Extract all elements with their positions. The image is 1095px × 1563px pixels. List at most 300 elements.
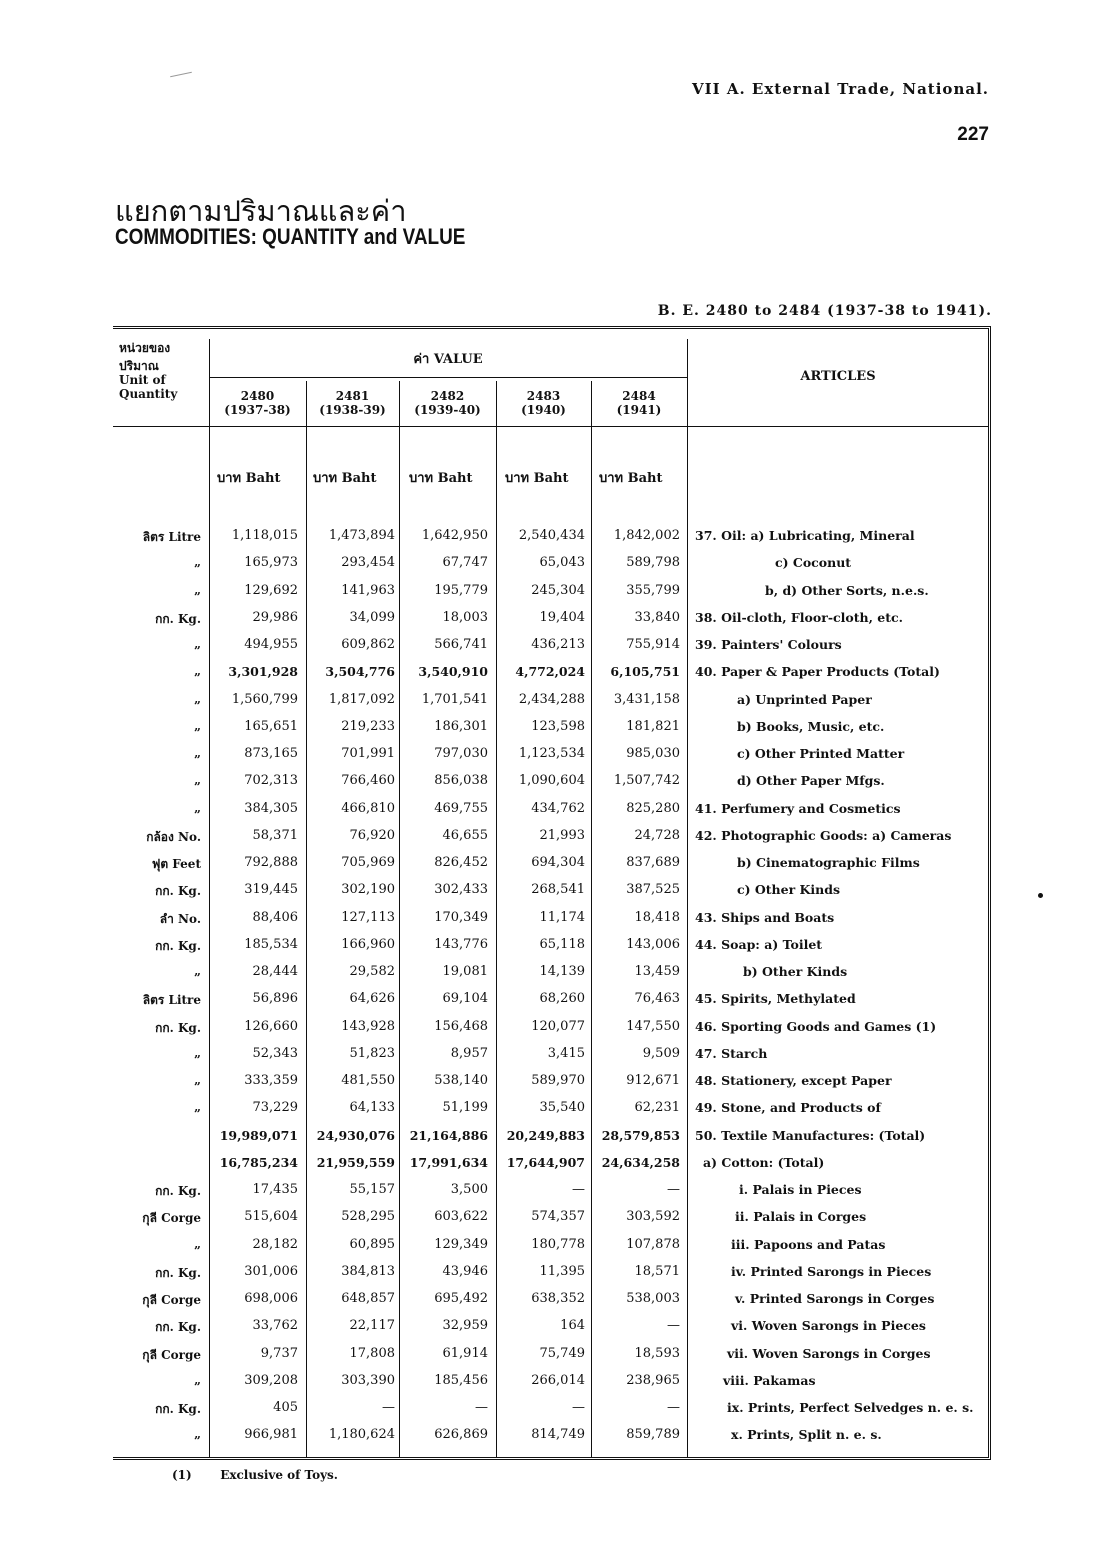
- value-cell: 9,737: [260, 1345, 298, 1361]
- value-cell: 814,749: [531, 1427, 585, 1443]
- stray-dot: [1038, 893, 1043, 898]
- article-cell: viii. Pakamas: [723, 1372, 816, 1388]
- table-row: [113, 1155, 991, 1182]
- unit-cell: „: [194, 664, 201, 679]
- unit-cell: „: [194, 773, 201, 788]
- value-cell: 11,174: [539, 909, 585, 925]
- value-cell: 303,390: [341, 1372, 395, 1388]
- unit-cell: กุลี Corge: [142, 1211, 201, 1226]
- unit-cell: „: [194, 718, 201, 733]
- value-cell: 64,626: [349, 991, 395, 1007]
- value-cell: 355,799: [626, 582, 680, 598]
- article-cell: vii. Woven Sarongs in Corges: [727, 1345, 931, 1361]
- table-row: [113, 855, 991, 882]
- value-cell: 21,959,559: [316, 1154, 395, 1170]
- unit-cell: กก. Kg.: [155, 1265, 201, 1280]
- value-cell: 494,955: [244, 637, 298, 652]
- unit-cell: กก. Kg.: [155, 1020, 201, 1035]
- article-cell: b, d) Other Sorts, n.e.s.: [765, 582, 929, 598]
- value-cell: 24,930,076: [316, 1127, 395, 1143]
- article-cell: b) Other Kinds: [743, 964, 848, 979]
- unit-header-en-2: Quantity: [119, 387, 178, 401]
- unit-cell: กก. Kg.: [155, 1184, 201, 1198]
- value-cell: 319,445: [244, 882, 298, 898]
- article-cell: 45. Spirits, Methylated: [695, 991, 856, 1007]
- value-cell: 755,914: [626, 637, 680, 652]
- table-row: [113, 1046, 991, 1073]
- article-cell: ix. Prints, Perfect Selvedges n. e. s.: [727, 1400, 974, 1415]
- value-cell: 24,728: [634, 827, 680, 843]
- year-header-2483: [496, 389, 591, 417]
- value-cell: 1,473,894: [328, 528, 395, 543]
- value-cell: 1,842,002: [613, 528, 680, 543]
- value-cell: 859,789: [626, 1427, 680, 1443]
- value-cell: 219,233: [341, 718, 395, 734]
- value-cell: 143,776: [434, 936, 488, 952]
- article-cell: v. Printed Sarongs in Corges: [735, 1291, 935, 1306]
- value-cell: 469,755: [434, 800, 488, 816]
- value-cell: 266,014: [531, 1372, 585, 1388]
- year-be: 2484: [622, 389, 656, 403]
- value-cell: 589,798: [626, 555, 680, 571]
- value-cell: 21,993: [539, 827, 585, 843]
- value-cell: 129,349: [434, 1236, 488, 1252]
- table-row: [113, 1073, 991, 1100]
- table-row: [113, 1373, 991, 1400]
- value-cell: 29,986: [252, 609, 298, 625]
- value-cell: 387,525: [626, 882, 680, 898]
- value-cell: 2,434,288: [518, 691, 585, 707]
- currency-label-2481: บาท Baht: [313, 471, 377, 486]
- table-row: [113, 583, 991, 610]
- currency-label-2483: บาท Baht: [505, 471, 569, 486]
- value-cell: 56,896: [252, 991, 298, 1007]
- value-cell: 293,454: [341, 555, 395, 571]
- value-cell: 1,090,604: [518, 773, 585, 789]
- article-cell: 38. Oil-cloth, Floor-cloth, etc.: [695, 609, 903, 625]
- unit-header-thai-1: หน่วยของ: [119, 341, 171, 355]
- value-cell: 32,959: [442, 1318, 488, 1334]
- value-cell: —: [667, 1400, 680, 1415]
- unit-cell: กก. Kg.: [155, 611, 201, 626]
- value-cell: 574,357: [531, 1209, 585, 1225]
- value-cell: 826,452: [434, 855, 488, 870]
- value-cell: 3,540,910: [418, 664, 488, 680]
- value-cell: 43,946: [442, 1263, 488, 1279]
- article-cell: vi. Woven Sarongs in Pieces: [731, 1318, 926, 1334]
- value-cell: 76,920: [349, 827, 395, 843]
- table-row: [113, 1291, 991, 1318]
- value-cell: 1,817,092: [328, 691, 395, 707]
- value-cell: 405: [273, 1400, 298, 1415]
- value-cell: 19,989,071: [219, 1127, 298, 1143]
- page-title: COMMODITIES: QUANTITY and VALUE: [115, 224, 466, 249]
- article-cell: ii. Palais in Corges: [735, 1209, 867, 1225]
- table-row: [113, 1318, 991, 1345]
- year-header-2481: [306, 389, 399, 417]
- value-cell: 20,249,883: [506, 1127, 585, 1143]
- table-row: [113, 828, 991, 855]
- value-cell: 4,772,024: [515, 664, 585, 680]
- unit-header-thai-2: ปริมาณ: [119, 359, 159, 373]
- commodities-table: [113, 326, 991, 1460]
- value-cell: 52,343: [252, 1045, 298, 1061]
- year-ad: (1939-40): [414, 403, 481, 417]
- value-cell: 3,415: [547, 1045, 585, 1061]
- value-cell: 28,579,853: [601, 1127, 680, 1143]
- value-cell: 1,123,534: [518, 746, 585, 761]
- value-cell: 8,957: [450, 1045, 488, 1061]
- value-cell: —: [382, 1400, 395, 1415]
- article-cell: c) Other Kinds: [737, 882, 840, 898]
- value-cell: 170,349: [434, 909, 488, 925]
- year-header-2480: [209, 389, 306, 417]
- currency-label-2484: บาท Baht: [599, 471, 663, 486]
- value-cell: 856,038: [434, 773, 488, 789]
- value-cell: 11,395: [539, 1263, 585, 1279]
- value-cell: 123,598: [531, 718, 585, 734]
- article-cell: 47. Starch: [695, 1045, 768, 1061]
- value-cell: 18,593: [634, 1345, 680, 1361]
- value-cell: 28,182: [252, 1236, 298, 1252]
- value-cell: 705,969: [341, 855, 395, 870]
- value-cell: —: [667, 1182, 680, 1197]
- value-cell: 2,540,434: [518, 528, 585, 543]
- currency-label-2480: บาท Baht: [217, 471, 281, 486]
- value-cell: 51,823: [349, 1045, 395, 1061]
- unit-cell: ฟุต Feet: [151, 857, 201, 871]
- value-cell: 3,504,776: [325, 664, 395, 680]
- article-cell: 46. Sporting Goods and Games (1): [695, 1018, 937, 1034]
- table-row: [113, 1400, 991, 1427]
- value-cell: 16,785,234: [219, 1154, 298, 1170]
- table-row: [113, 1019, 991, 1046]
- value-cell: —: [572, 1182, 585, 1197]
- value-cell: 60,895: [349, 1236, 395, 1252]
- year-ad: (1941): [616, 403, 662, 417]
- unit-cell: „: [194, 637, 201, 651]
- value-cell: 147,550: [626, 1018, 680, 1034]
- value-cell: 566,741: [434, 637, 488, 652]
- value-cell: 164: [560, 1318, 585, 1334]
- value-cell: 3,301,928: [228, 664, 298, 680]
- year-header-2484: [591, 389, 687, 417]
- unit-cell: „: [194, 582, 201, 597]
- value-cell: 126,660: [244, 1018, 298, 1034]
- value-cell: 626,869: [434, 1427, 488, 1443]
- value-cell: 6,105,751: [610, 664, 680, 680]
- value-cell: 301,006: [244, 1263, 298, 1279]
- value-cell: 29,582: [349, 964, 395, 979]
- value-cell: 384,305: [244, 800, 298, 816]
- page-number: 227: [957, 124, 989, 145]
- value-cell: 185,534: [244, 936, 298, 952]
- article-cell: 43. Ships and Boats: [695, 909, 835, 925]
- value-cell: 166,960: [341, 936, 395, 952]
- unit-cell: กก. Kg.: [155, 1320, 201, 1335]
- unit-cell: „: [194, 691, 201, 706]
- value-cell: 1,507,742: [613, 773, 680, 789]
- currency-label-2482: บาท Baht: [409, 471, 473, 486]
- table-row: [113, 1237, 991, 1264]
- year-ad: (1937-38): [224, 403, 291, 417]
- value-cell: 309,208: [244, 1372, 298, 1388]
- value-cell: 127,113: [341, 909, 395, 925]
- year-be: 2480: [240, 389, 275, 403]
- unit-cell: „: [194, 1073, 201, 1087]
- article-cell: 37. Oil: a) Lubricating, Mineral: [695, 528, 915, 543]
- unit-cell: ลำ No.: [159, 911, 201, 926]
- unit-cell: „: [194, 1372, 201, 1387]
- year-be: 2481: [335, 389, 370, 403]
- unit-cell: „: [194, 964, 201, 978]
- value-cell: 19,404: [539, 609, 585, 625]
- table-row: [113, 692, 991, 719]
- footnote-mark: (1): [172, 1468, 192, 1482]
- section-header: VII A. External Trade, National.: [691, 80, 989, 98]
- value-cell: 69,104: [442, 991, 488, 1007]
- value-cell: 17,991,634: [409, 1154, 488, 1170]
- value-cell: 75,749: [539, 1345, 585, 1361]
- value-cell: 33,840: [634, 609, 680, 625]
- value-cell: 3,500: [450, 1182, 488, 1197]
- table-row: [113, 964, 991, 991]
- unit-cell: ลิตร Litre: [142, 530, 201, 544]
- footnote-text: Exclusive of Toys.: [220, 1468, 338, 1482]
- value-cell: 65,043: [539, 555, 585, 571]
- value-cell: 28,444: [252, 964, 298, 979]
- value-cell: 24,634,258: [601, 1154, 680, 1170]
- unit-cell: กก. Kg.: [155, 938, 201, 953]
- table-row: [113, 1209, 991, 1236]
- value-cell: 538,140: [434, 1073, 488, 1088]
- article-cell: 40. Paper & Paper Products (Total): [695, 664, 940, 680]
- value-cell: 825,280: [626, 800, 680, 816]
- value-cell: 515,604: [244, 1209, 298, 1225]
- table-row: [113, 1346, 991, 1373]
- unit-cell: กก. Kg.: [155, 1402, 201, 1416]
- value-cell: 912,671: [626, 1073, 680, 1088]
- value-cell: 698,006: [244, 1291, 298, 1306]
- value-cell: 143,006: [626, 936, 680, 952]
- value-cell: 67,747: [442, 555, 488, 571]
- article-cell: iii. Papoons and Patas: [731, 1236, 886, 1252]
- value-cell: 180,778: [531, 1236, 585, 1252]
- value-cell: 3,431,158: [613, 691, 680, 707]
- table-row: [113, 719, 991, 746]
- value-cell: 22,117: [349, 1318, 395, 1334]
- value-cell: 195,779: [434, 582, 488, 598]
- value-cell: 33,762: [252, 1318, 298, 1334]
- value-cell: —: [572, 1400, 585, 1415]
- value-cell: 34,099: [349, 609, 395, 625]
- unit-cell: กล้อง No.: [146, 829, 201, 844]
- value-cell: 143,928: [341, 1018, 395, 1034]
- value-cell: 1,560,799: [231, 691, 298, 707]
- value-cell: 384,813: [341, 1263, 395, 1279]
- table-row: [113, 664, 991, 691]
- article-cell: i. Palais in Pieces: [739, 1182, 862, 1197]
- unit-cell: „: [194, 800, 201, 815]
- value-cell: 17,644,907: [506, 1154, 585, 1170]
- value-cell: 21,164,886: [409, 1127, 488, 1143]
- unit-cell: ลิตร Litre: [142, 993, 201, 1008]
- value-cell: 186,301: [434, 718, 488, 734]
- unit-cell: „: [194, 1236, 201, 1251]
- unit-cell: กุลี Corge: [142, 1293, 201, 1307]
- value-cell: 18,003: [442, 609, 488, 625]
- value-cell: 141,963: [341, 582, 395, 598]
- table-row: [113, 1264, 991, 1291]
- article-cell: iv. Printed Sarongs in Pieces: [731, 1263, 932, 1279]
- table-row: [113, 610, 991, 637]
- value-cell: 436,213: [531, 637, 585, 652]
- value-cell: 648,857: [341, 1291, 395, 1306]
- value-cell: 966,981: [244, 1427, 298, 1443]
- value-cell: 609,862: [341, 637, 395, 652]
- article-cell: 50. Textile Manufactures: (Total): [695, 1127, 926, 1143]
- table-row: [113, 991, 991, 1018]
- article-cell: 44. Soap: a) Toilet: [695, 936, 823, 952]
- article-cell: b) Cinematographic Films: [737, 855, 920, 870]
- value-cell: —: [475, 1400, 488, 1415]
- unit-cell: „: [194, 1100, 201, 1115]
- article-cell: c) Coconut: [775, 555, 852, 571]
- value-cell: 165,973: [244, 555, 298, 571]
- table-row: [113, 1427, 991, 1454]
- table-row: [113, 773, 991, 800]
- table-row: [113, 937, 991, 964]
- value-cell: 695,492: [434, 1291, 488, 1306]
- article-cell: x. Prints, Split n. e. s.: [731, 1427, 882, 1443]
- value-cell: 1,118,015: [231, 528, 298, 543]
- value-cell: 9,509: [642, 1045, 680, 1061]
- margin-mark: [170, 72, 192, 78]
- footnote: [172, 1468, 338, 1482]
- value-cell: 13,459: [634, 964, 680, 979]
- year-be: 2482: [430, 389, 465, 403]
- value-cell: 792,888: [244, 855, 298, 870]
- value-cell: 268,541: [531, 882, 585, 898]
- value-cell: 245,304: [531, 582, 585, 598]
- value-cell: 694,304: [531, 855, 585, 870]
- value-cell: 55,157: [349, 1182, 395, 1197]
- table-row: [113, 746, 991, 773]
- value-cell: 1,180,624: [328, 1427, 395, 1443]
- value-cell: 303,592: [626, 1209, 680, 1225]
- value-cell: 35,540: [539, 1100, 585, 1116]
- value-cell: 837,689: [626, 855, 680, 870]
- table-row: [113, 528, 991, 555]
- value-cell: 19,081: [442, 964, 488, 979]
- article-cell: a) Unprinted Paper: [737, 691, 872, 707]
- unit-cell: „: [194, 746, 201, 760]
- value-cell: 14,139: [539, 964, 585, 979]
- table-row: [113, 637, 991, 664]
- value-cell: 156,468: [434, 1018, 488, 1034]
- unit-cell: „: [194, 555, 201, 570]
- value-cell: 61,914: [442, 1345, 488, 1361]
- article-cell: 42. Photographic Goods: a) Cameras: [695, 827, 952, 843]
- unit-cell: „: [194, 1045, 201, 1060]
- value-cell: 88,406: [252, 909, 298, 925]
- article-cell: d) Other Paper Mfgs.: [737, 773, 885, 789]
- value-cell: 17,435: [252, 1182, 298, 1197]
- article-cell: 49. Stone, and Products of: [695, 1100, 881, 1116]
- value-cell: 62,231: [634, 1100, 680, 1116]
- value-cell: 538,003: [626, 1291, 680, 1306]
- value-cell: 333,359: [244, 1073, 298, 1088]
- value-cell: 302,433: [434, 882, 488, 898]
- value-cell: 46,655: [442, 827, 488, 843]
- value-cell: 58,371: [252, 827, 298, 843]
- value-cell: —: [667, 1318, 680, 1334]
- value-cell: 638,352: [531, 1291, 585, 1306]
- value-cell: 68,260: [539, 991, 585, 1007]
- period-label: B. E. 2480 to 2484 (1937-38 to 1941).: [657, 303, 992, 319]
- unit-cell: „: [194, 1427, 201, 1442]
- year-header-2482: [399, 389, 496, 417]
- table-row: [113, 1182, 991, 1209]
- table-row: [113, 1128, 991, 1155]
- table-row: [113, 801, 991, 828]
- year-ad: (1940): [521, 403, 566, 417]
- value-cell: 766,460: [341, 773, 395, 789]
- value-cell: 18,418: [634, 909, 680, 925]
- value-cell: 528,295: [341, 1209, 395, 1225]
- article-cell: a) Cotton: (Total): [703, 1154, 825, 1170]
- value-cell: 165,651: [244, 718, 298, 734]
- value-cell: 701,991: [341, 746, 395, 761]
- value-cell: 129,692: [244, 582, 298, 598]
- unit-header-en-1: Unit of: [119, 373, 166, 387]
- title-thai: แยกตามปริมาณและค่า: [115, 194, 407, 228]
- value-cell: 589,970: [531, 1073, 585, 1088]
- value-cell: 797,030: [434, 746, 488, 761]
- value-cell: 434,762: [531, 800, 585, 816]
- value-cell: 302,190: [341, 882, 395, 898]
- article-cell: c) Other Printed Matter: [737, 746, 905, 761]
- table-row: [113, 1100, 991, 1127]
- value-header: ค่า VALUE: [413, 352, 483, 367]
- year-ad: (1938-39): [319, 403, 386, 417]
- value-cell: 107,878: [626, 1236, 680, 1252]
- value-cell: 181,821: [626, 718, 680, 734]
- article-cell: 39. Painters' Colours: [695, 637, 842, 652]
- article-cell: 48. Stationery, except Paper: [695, 1073, 892, 1088]
- table-row: [113, 910, 991, 937]
- value-cell: 65,118: [539, 936, 585, 952]
- articles-header: ARTICLES: [800, 369, 876, 384]
- unit-cell: กก. Kg.: [155, 884, 201, 899]
- value-cell: 466,810: [341, 800, 395, 816]
- value-cell: 120,077: [531, 1018, 585, 1034]
- table-row: [113, 555, 991, 582]
- unit-header: [119, 341, 209, 401]
- value-cell: 238,965: [626, 1372, 680, 1388]
- value-cell: 603,622: [434, 1209, 488, 1225]
- value-cell: 1,642,950: [421, 528, 488, 543]
- article-cell: b) Books, Music, etc.: [737, 718, 885, 734]
- value-cell: 481,550: [341, 1073, 395, 1088]
- value-cell: 1,701,541: [421, 691, 488, 707]
- unit-cell: กุลี Corge: [142, 1347, 201, 1362]
- value-cell: 873,165: [244, 746, 298, 761]
- value-cell: 64,133: [349, 1100, 395, 1116]
- value-cell: 185,456: [434, 1372, 488, 1388]
- value-cell: 51,199: [442, 1100, 488, 1116]
- value-cell: 17,808: [349, 1345, 395, 1361]
